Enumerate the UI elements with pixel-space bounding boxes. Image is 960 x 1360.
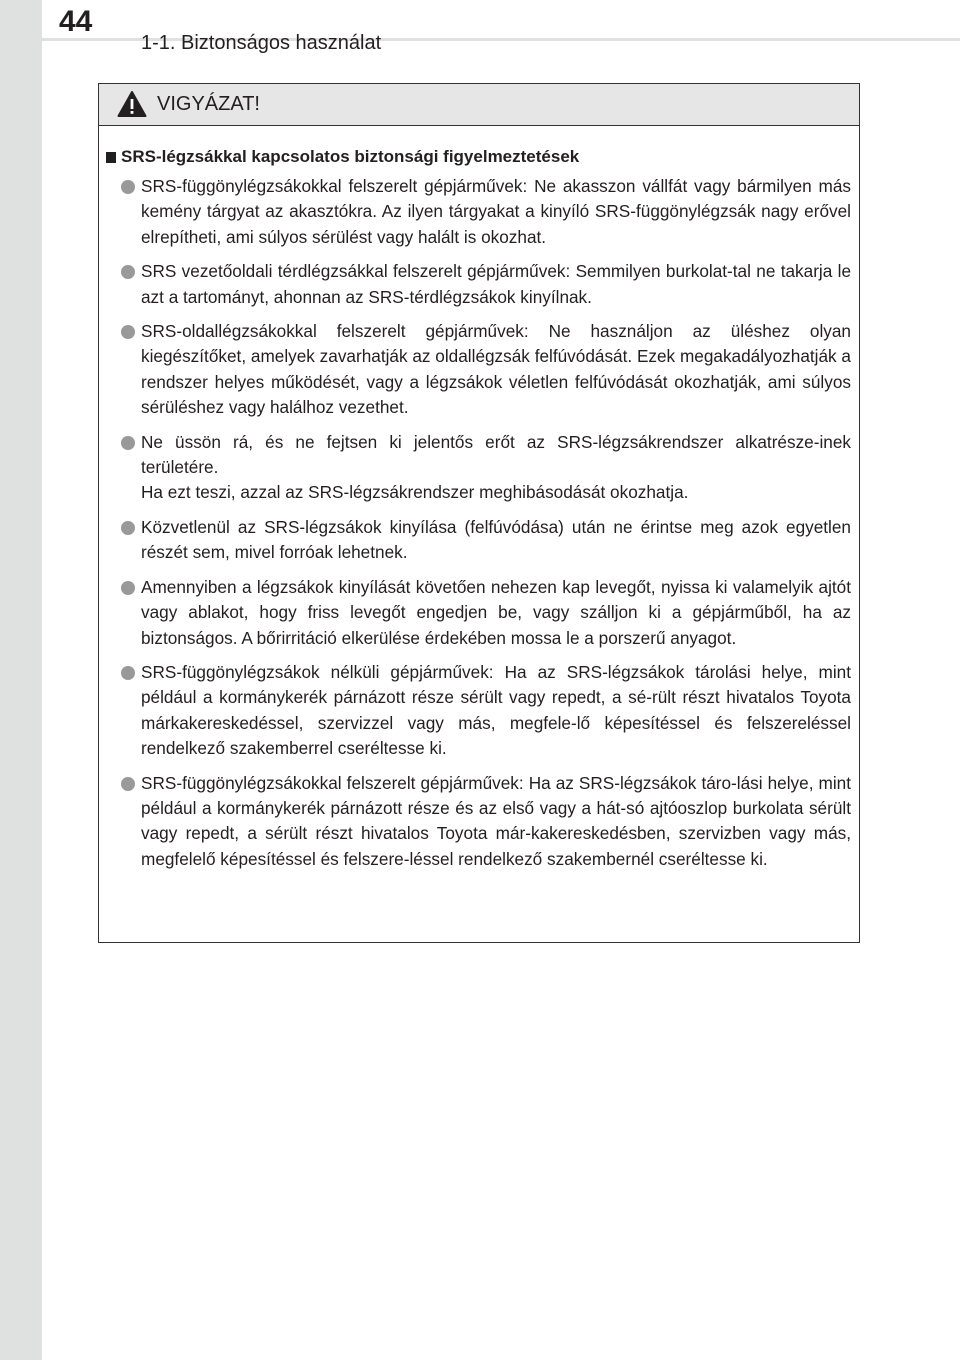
block-heading [105, 144, 851, 170]
list-item-text: SRS-függönylégzsákokkal felszerelt gépjárművek: Ne akasszon vállfát vagy bármilyen más kemény tárgyat az akasztókra. Az ilyen tárgyakat a kinyíló SRS-függönylégzsák nagy erővel elrepítheti, ami súlyos sérülést vagy halált is okozhat. [141, 176, 851, 247]
bullet-dot-icon [121, 521, 135, 535]
list-item [105, 319, 851, 421]
warning-header [99, 84, 859, 126]
list-item [105, 575, 851, 651]
list-item-text: SRS-függönylégzsákok nélküli gépjárművek: Ha az SRS-légzsákok tárolási helye, mint például a kormánykerék párnázott része sérült vagy repedt, a sé-rült részt hivatalos Toyota márkakereskedéssel, szervizzel vagy más, megfele-lő képesítéssel és felszereléssel rendelkező szakemberrel cseréltesse ki. [141, 661, 851, 759]
bullet-dot-icon [121, 436, 135, 450]
bullet-dot-icon [121, 265, 135, 279]
list-item-text: SRS-oldallégzsákokkal felszerelt gépjárművek: Ne használjon az üléshez olyan kiegészítőket, amelyek zavarhatják az oldallégzsák felfúvódását. Ezek megakadályozhatják a rendszer helyes működését, vagy a légzsákok véletlen felfúvódását okozhatják, ami súlyos sérüléshez vagy halálhoz vezethet. [141, 321, 851, 418]
list-item-text: SRS-függönylégzsákokkal felszerelt gépjárművek: Ha az SRS-légzsákok táro-lási helye, mint például a kormánykerék párnázott része és az első vagy a hát-só ajtóoszlop burkolata sérült vagy repedt, a sérült részt hivatalos Toyota már-kakereskedésben, szervizben vagy más, megfelelő képesítéssel és felszere-léssel rendelkező szakembernél cseréltesse ki. [141, 772, 851, 869]
list-item [105, 174, 851, 250]
page-number: 44 [59, 5, 93, 38]
bullet-dot-icon [121, 180, 135, 194]
bullet-dot-icon [121, 777, 135, 791]
warning-title: VIGYÁZAT! [157, 93, 260, 115]
list-item-text: Amennyiben a légzsákok kinyílását követően nehezen kap levegőt, nyissa ki valamelyik ajtót vagy ablakot, hogy friss levegőt engedjen be, vagy szálljon ki a gépjárműből, ha az biztonságos. A bőrirritáció elkerülése érdekében mossa le a porszerű anyagot. [141, 576, 851, 648]
list-item-text: Közvetlenül az SRS-légzsákok kinyílása (felfúvódása) után ne érintse meg azok egyetlen részét sem, mivel forróak lehetnek. [141, 516, 851, 563]
warning-body [99, 126, 859, 872]
list-item-text: Ne üssön rá, és ne fejtsen ki jelentős erőt az SRS-légzsákrendszer alkatrésze-inek területére. Ha ezt teszi, azzal az SRS-légzsákrendszer meghibásodását okozhatja. [141, 431, 851, 503]
list-item [105, 515, 851, 566]
block-heading-text: SRS-légzsákkal kapcsolatos biztonsági figyelmeztetések [121, 147, 580, 166]
list-item-text: SRS vezetőoldali térdlégzsákkal felszerelt gépjárművek: Semmilyen burkolat-tal ne takarja le azt a tartományt, ahonnan az SRS-térdlégzsákok kinyílnak. [141, 261, 851, 307]
warning-triangle-icon [117, 90, 147, 118]
warning-box [98, 83, 860, 943]
section-title: 1-1. Biztonságos használat [141, 32, 382, 54]
list-item [105, 259, 851, 310]
bullet-dot-icon [121, 325, 135, 339]
list-item [105, 660, 851, 762]
bullet-dot-icon [121, 666, 135, 680]
list-item [105, 771, 851, 873]
side-margin-strip [0, 0, 42, 1360]
bullet-dot-icon [121, 581, 135, 595]
list-item [105, 430, 851, 506]
square-bullet-icon [106, 152, 116, 163]
